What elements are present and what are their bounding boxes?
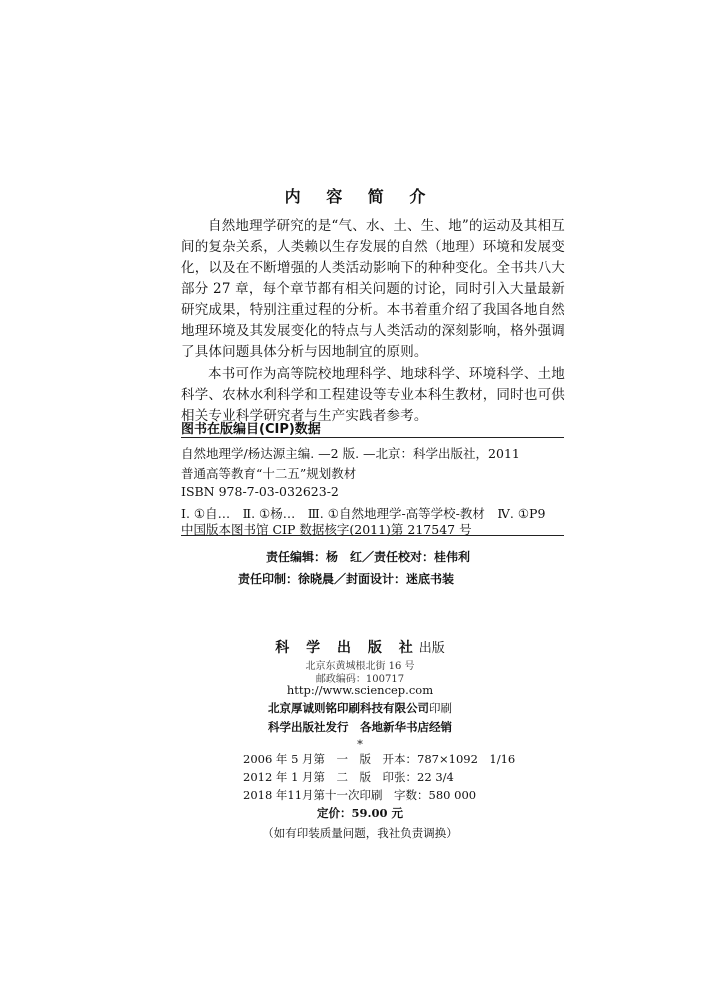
edition-row-3: 2018 年11月第十一次印刷 字数：580 000 <box>243 788 477 802</box>
edition-row-1: 2006 年 5 月第 一 版 开本：787×1092 1/16 <box>243 752 516 766</box>
printer-name-text: 北京厚诚则铭印刷科技有限公司 <box>268 701 429 715</box>
cip-line-isbn: ISBN 978-7-03-032623-2 <box>181 484 339 499</box>
quality-note: （如有印装质量问题，我社负责调换） <box>262 826 458 840</box>
publisher-name <box>0 637 720 657</box>
cip-line-1: 自然地理学/杨达源主编. —2 版. —北京：科学出版社，2011 <box>181 446 520 461</box>
publisher-url: http://www.sciencep.com <box>286 683 434 697</box>
summary-body <box>181 216 565 427</box>
summary-heading: 内 容 简 介 <box>284 187 436 206</box>
cip-line-classification: Ⅰ. ①自… Ⅱ. ①杨… Ⅲ. ①自然地理学-高等学校-教材 Ⅳ. ①P9 <box>181 506 546 521</box>
publisher-name-text: 科 学 出 版 社 <box>275 640 419 656</box>
cip-top-rule <box>181 437 564 438</box>
publisher-name-suffix: 出版 <box>418 641 445 656</box>
publisher-postcode: 邮政编码：100717 <box>315 674 405 685</box>
edition-row-2: 2012 年 1 月第 二 版 印张：22 3/4 <box>243 770 454 784</box>
printer-name-suffix: 印刷 <box>429 701 452 715</box>
separator-star: * <box>357 737 363 751</box>
cip-line-2: 普通高等教育“十二五”规划教材 <box>181 466 357 481</box>
price: 定价：59.00 元 <box>316 806 403 820</box>
printer-name <box>0 700 720 716</box>
credits-production: 责任印制：徐晓晨／封面设计：迷底书装 <box>238 572 455 586</box>
summary-paragraph-2: 本书可作为高等院校地理科学、地球科学、环境科学、土地科学、农林水利科学和工程建设等专业本科生教材，同时也可供相关专业科学研究者与生产实践者参考。 <box>181 366 565 424</box>
credits-editors: 责任编辑：杨 红／责任校对：桂伟利 <box>266 550 471 564</box>
summary-paragraph-1: 自然地理学研究的是“气、水、土、生、地”的运动及其相互间的复杂关系，人类赖以生存发展的自然（地理）环境和发展变化，以及在不断增强的人类活动影响下的种种变化。全书共八大部分 27 章，每个章节都有相关问题的讨论，同时引入大量最新研究成果，特别注重过程的分析。本书着重介绍了我国各地自然地理环境及其发展变化的特点与人类活动的深刻影响，格外强调了具体问题具体分析与因地制宜的原则。 <box>181 218 565 360</box>
cip-title: 图书在版编目(CIP)数据 <box>181 422 321 437</box>
publisher-address: 北京东黄城根北街 16 号 <box>305 661 415 672</box>
distribution-line: 科学出版社发行 各地新华书店经销 <box>268 720 452 734</box>
cip-line-record: 中国版本图书馆 CIP 数据核字(2011)第 217547 号 <box>181 522 472 537</box>
